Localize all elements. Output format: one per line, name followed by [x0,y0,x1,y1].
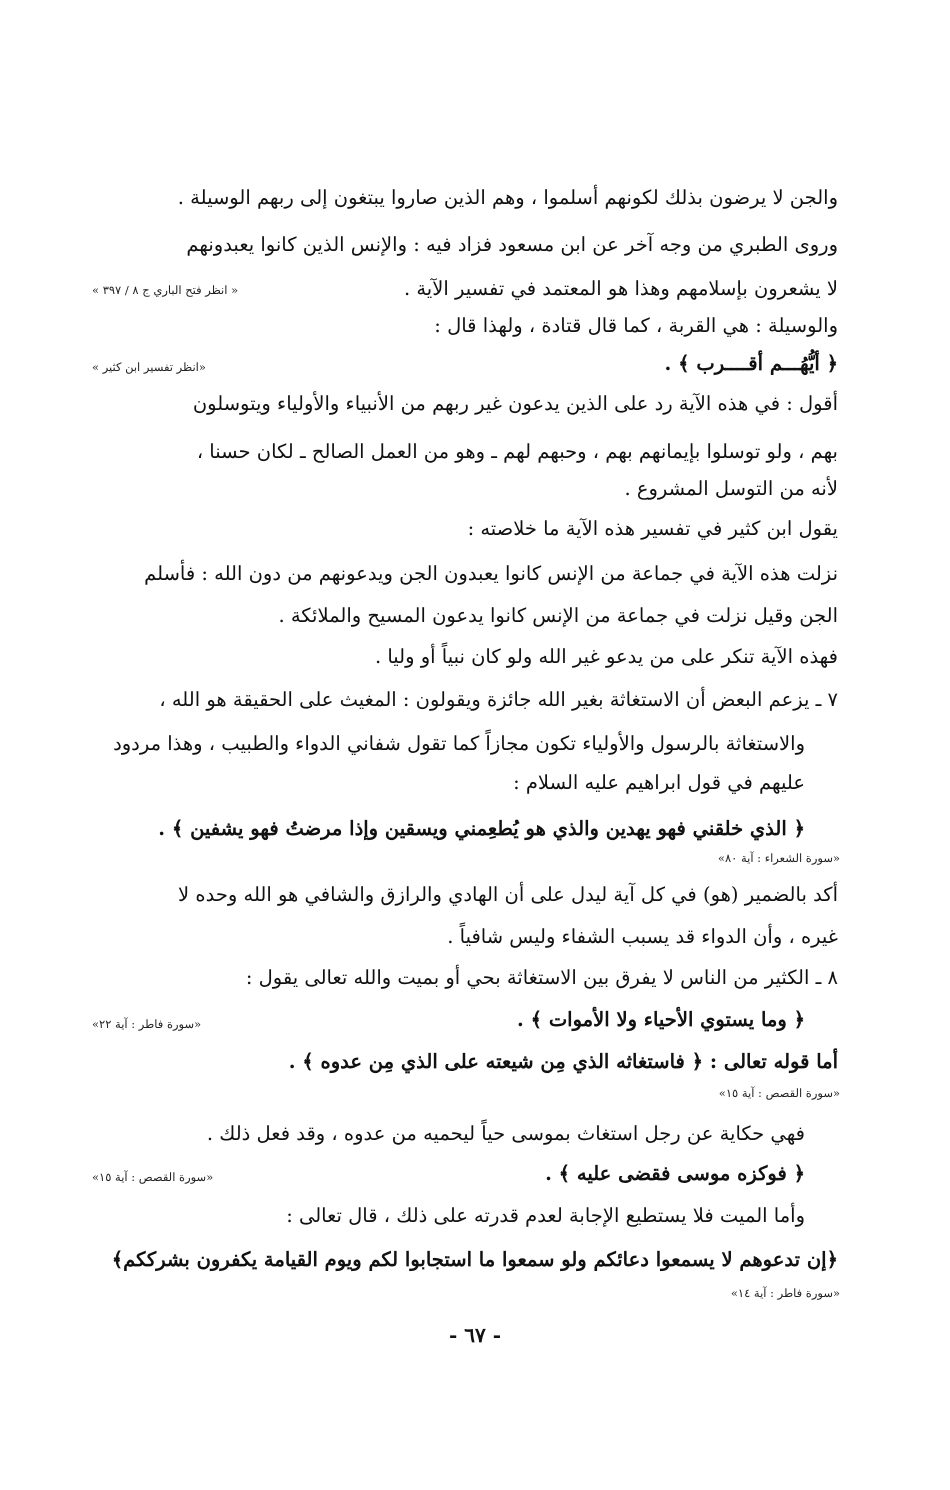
text-line: عليهم في قول ابراهيم عليه السلام : [513,771,805,794]
text-line: بهم ، ولو توسلوا بإيمانهم بهم ، وحبهم لهم ـ وهو من العمل الصالح ـ لكان حسنا ، [196,440,838,463]
text-line: نزلت هذه الآية في جماعة من الإنس كانوا يعبدون الجن ويدعونهم من دون الله : فأسلم [144,562,838,585]
numbered-point: ٨ ـ الكثير من الناس لا يفرق بين الاستغاثة بحي أو بميت والله تعالى يقول : [245,966,838,989]
text-line: أقول : في هذه الآية رد على الذين يدعون غير ربهم من الأنبياء والأولياء ويتوسلون [192,392,838,415]
quran-verse: ﴿ الذي خلقني فهو يهدين والذي هو يُطعِمني ويسقين وإذا مرضتُ فهو يشفين ﴾ . [158,817,805,840]
text-line: والاستغاثة بالرسول والأولياء تكون مجازاً كما تقول شفاني الدواء والطبيب ، وهذا مردود [113,732,805,755]
text-line: لأنه من التوسل المشروع . [624,477,838,500]
footnote-reference: «انظر تفسير ابن كثير » [92,360,206,374]
text-line: وروى الطبري من وجه آخر عن ابن مسعود فزاد فيه : والإنس الذين كانوا يعبدونهم [186,233,838,256]
text-line: يقول ابن كثير في تفسير هذه الآية ما خلاصته : [467,517,838,540]
quran-verse: ﴿إن تدعوهم لا يسمعوا دعائكم ولو سمعوا ما استجابوا لكم ويوم القيامة يكفرون بشرككم﴾ [111,1248,838,1271]
text-line: الجن وقيل نزلت في جماعة من الإنس كانوا يدعون المسيح والملائكة . [278,604,838,627]
numbered-point: ٧ ـ يزعم البعض أن الاستغاثة بغير الله جائزة ويقولون : المغيث على الحقيقة هو الله ، [159,688,838,711]
footnote-reference: «سورة الشعراء : آية ٨٠» [717,851,840,865]
text-line: والجن لا يرضون بذلك لكونهم أسلموا ، وهم الذين صاروا يبتغون إلى ربهم الوسيلة . [177,186,838,209]
page-number: - ٦٧ - [448,1323,501,1347]
text-line: غيره ، وأن الدواء قد يسبب الشفاء وليس شافياً . [447,925,838,948]
text-line: والوسيلة : هي القربة ، كما قال قتادة ، ولهذا قال : [434,314,838,337]
quran-verse: ﴿ أيُّهُـــم أقــــرب ﴾ . [664,352,838,375]
text-line: وأما الميت فلا يستطيع الإجابة لعدم قدرته على ذلك ، قال تعالى : [286,1204,805,1227]
text-line: فهي حكاية عن رجل استغاث بموسى حياً ليحميه من عدوه ، وقد فعل ذلك . [206,1122,805,1145]
quran-verse: أما قوله تعالى : ﴿ فاستغاثه الذي مِن شيعته على الذي مِن عدوه ﴾ . [288,1050,838,1073]
quran-verse: ﴿ وما يستوي الأحياء ولا الأموات ﴾ . [517,1008,805,1031]
text-line: فهذه الآية تنكر على من يدعو غير الله ولو كان نبياً أو وليا . [374,645,838,668]
text-line: لا يشعرون بإسلامهم وهذا هو المعتمد في تفسير الآية . [403,277,838,300]
quran-verse: ﴿ فوكزه موسى فقضى عليه ﴾ . [545,1162,805,1185]
text-line: أكد بالضمير (هو) في كل آية ليدل على أن الهادي والرازق والشافي هو الله وحده لا [178,883,838,906]
footnote-reference: «سورة فاطر : آية ١٤» [730,1286,840,1300]
footnote-reference: « انظر فتح الباري ج ٨ / ٣٩٧ » [92,283,239,297]
footnote-reference: «سورة القصص : آية ١٥» [92,1170,214,1184]
footnote-reference: «سورة القصص : آية ١٥» [718,1086,840,1100]
footnote-reference: «سورة فاطر : آية ٢٢» [92,1017,202,1031]
